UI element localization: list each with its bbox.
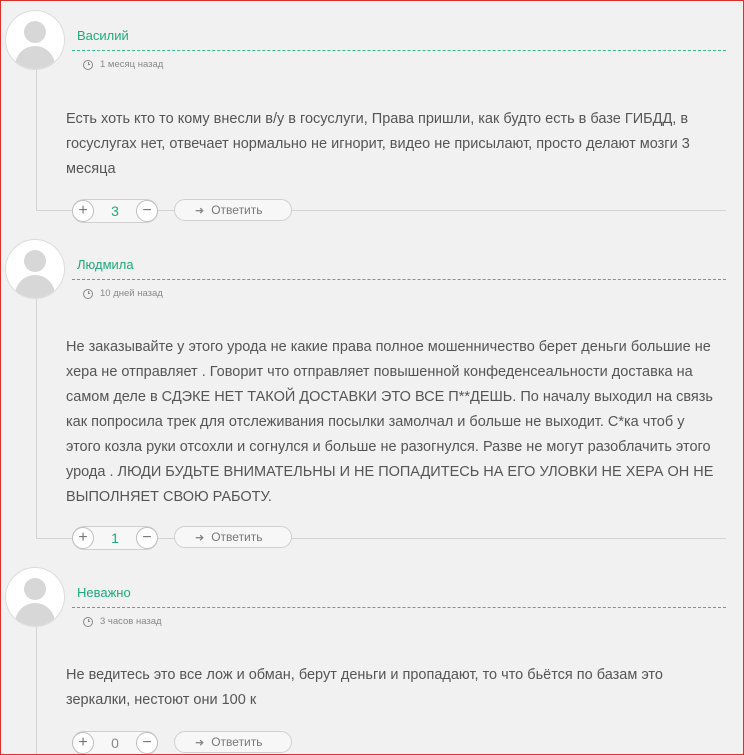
comment (0, 229, 744, 559)
comment-time: 10 дней назад (100, 288, 163, 299)
comment-author[interactable]: Василий (77, 28, 129, 43)
reply-arrow-icon: ➜ (195, 531, 205, 544)
upvote-button[interactable]: + (72, 732, 94, 754)
downvote-button[interactable]: − (136, 200, 158, 222)
vote-count: 3 (111, 203, 119, 219)
vote-control (72, 526, 158, 550)
comment-text: Есть хоть кто то кому внесли в/у в госуслуги, Права пришли, как будто есть в базе ГИБДД, в госуслугах нет, отвечает нормально не игнорит, видео не присылают, просто делают мозги 3 месяца (66, 111, 690, 177)
clock-icon (83, 617, 93, 627)
avatar (6, 568, 64, 626)
thread-line (36, 70, 37, 210)
comment-text: Не ведитесь это все лож и обман, берут деньги и пропадают, то что бьётся по базам это зеркалки, нестоют они 100 к (66, 667, 663, 708)
vote-control (72, 199, 158, 223)
header-divider (72, 607, 726, 608)
comment-time: 1 месяц назад (100, 59, 164, 70)
comment-author[interactable]: Людмила (77, 257, 134, 272)
reply-button[interactable] (174, 731, 292, 753)
downvote-button[interactable]: − (136, 732, 158, 754)
clock-icon (83, 289, 93, 299)
comment-meta (83, 616, 162, 627)
reply-button[interactable] (174, 526, 292, 548)
comment-time: 3 часов назад (100, 616, 162, 627)
avatar (6, 11, 64, 69)
thread-line (36, 627, 37, 755)
upvote-button[interactable]: + (72, 527, 94, 549)
downvote-button[interactable]: − (136, 527, 158, 549)
vote-count: 0 (111, 735, 119, 751)
reply-label: Ответить (211, 735, 263, 749)
vote-control (72, 731, 158, 755)
comment (0, 0, 744, 230)
reply-arrow-icon: ➜ (195, 736, 205, 749)
upvote-button[interactable]: + (72, 200, 94, 222)
comment-meta (83, 59, 163, 70)
reply-button[interactable] (174, 199, 292, 221)
comment-text: Не заказывайте у этого урода не какие права полное мошенничество берет деньги большие не хера не отправляет . Говорит что отправляет повышенной конфеденсеальности доставка на самом деле в СДЭКЕ НЕТ ТАКОЙ ДОСТАВКИ ЭТО ВСЕ П**ДЕШЬ. По началу выходил на связь как попросила трек для отслеживания посылки замолчал и больше не выходит. С*ка чтоб у этого козла руки отсохли и согнулся и больше не разогнулся. Разве не могут разоблачить этого урода . ЛЮДИ БУДЬТЕ ВНИМАТЕЛЬНЫ И НЕ ПОПАДИТЕСЬ НА ЕГО УЛОВКИ НЕ ХЕРА ОН НЕ ВЫПОЛНЯЕТ СВОЮ РАБОТУ. (66, 339, 714, 505)
thread-line (36, 299, 37, 538)
header-divider (72, 279, 726, 280)
header-divider (72, 50, 726, 51)
reply-label: Ответить (211, 203, 263, 217)
reply-label: Ответить (211, 530, 263, 544)
avatar (6, 240, 64, 298)
comment (0, 557, 744, 755)
vote-count: 1 (111, 530, 119, 546)
comment-meta (83, 288, 163, 299)
comment-author[interactable]: Неважно (77, 585, 131, 600)
clock-icon (83, 60, 93, 70)
reply-arrow-icon: ➜ (195, 204, 205, 217)
